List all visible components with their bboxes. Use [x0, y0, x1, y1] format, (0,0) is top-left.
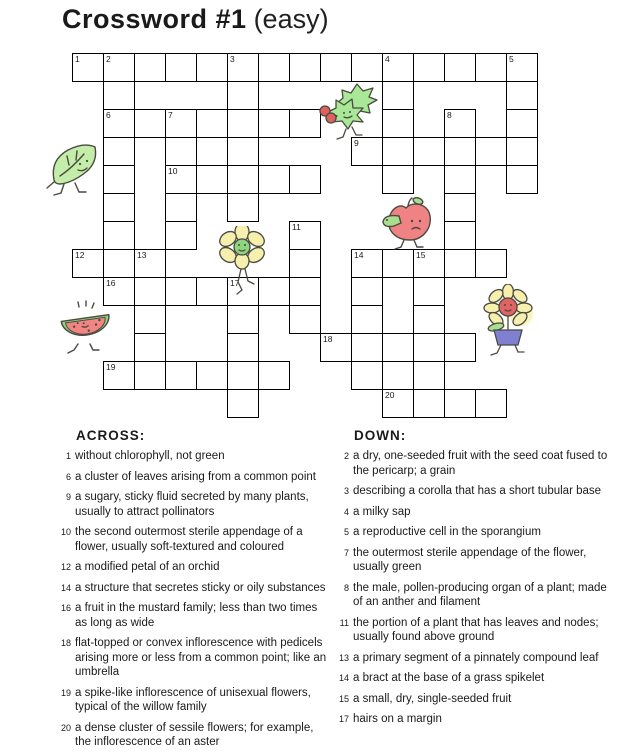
across-clue-20	[56, 721, 332, 750]
cell-number-15: 15	[416, 250, 426, 260]
grid-cell-r7c11[interactable]	[413, 249, 445, 278]
grid-cell-r6c7[interactable]	[289, 221, 321, 250]
clue-number: 19	[60, 687, 71, 698]
grid-cell-r4c4[interactable]	[196, 165, 228, 194]
grid-cell-r0c1[interactable]	[103, 53, 135, 82]
down-clue-15	[334, 692, 616, 707]
clue-number: 3	[343, 486, 349, 496]
grid-cell-r11c9[interactable]	[351, 361, 383, 390]
down-clue-8	[334, 581, 616, 610]
grid-cell-r12c12[interactable]	[444, 389, 476, 418]
grid-cell-r5c12[interactable]	[444, 193, 476, 222]
clue-text: describing a corolla that has a short tubular base	[353, 485, 602, 497]
clue-text: a small, dry, single-seeded fruit	[353, 692, 512, 705]
grid-cell-r4c12[interactable]	[444, 165, 476, 194]
grid-cell-r8c9[interactable]	[351, 277, 383, 306]
grid-cell-r8c7[interactable]	[289, 277, 321, 306]
page-title	[62, 4, 329, 35]
grid-cell-r2c2[interactable]	[134, 109, 166, 138]
grid-cell-r11c3[interactable]	[165, 361, 197, 390]
clue-number: 14	[338, 673, 349, 683]
grid-cell-r2c4[interactable]	[196, 109, 228, 138]
grid-cell-r10c10[interactable]	[382, 333, 414, 362]
clue-text: hairs on a margin	[353, 713, 442, 725]
cell-number-18: 18	[323, 334, 333, 344]
grid-cell-r0c3[interactable]	[165, 53, 197, 82]
grid-cell-r1c1[interactable]	[103, 81, 135, 110]
clue-number: 6	[65, 471, 71, 482]
grid-cell-r0c14[interactable]	[506, 53, 538, 82]
cell-number-17: 17	[230, 278, 240, 288]
grid-cell-r6c3[interactable]	[165, 221, 197, 250]
grid-cell-r6c12[interactable]	[444, 221, 476, 250]
grid-cell-r2c12[interactable]	[444, 109, 476, 138]
grid-cell-r0c7[interactable]	[289, 53, 321, 82]
clue-text: a structure that secretes sticky or oily substances	[75, 581, 326, 594]
clue-text: a bract at the base of a grass spikelet	[353, 672, 545, 684]
clue-text: a modified petal of an orchid	[75, 561, 220, 573]
grid-cell-r5c3[interactable]	[165, 193, 197, 222]
grid-cell-r3c11[interactable]	[413, 137, 445, 166]
leaf-character-icon	[42, 140, 106, 198]
down-clue-list	[334, 449, 616, 727]
apple-character-icon	[374, 196, 436, 252]
clue-number: 20	[60, 722, 71, 733]
grid-cell-r2c10[interactable]	[382, 109, 414, 138]
clue-text: without chlorophyll, not green	[75, 450, 225, 462]
grid-cell-r4c10[interactable]	[382, 165, 414, 194]
across-clue-6	[56, 470, 332, 485]
grid-cell-r0c13[interactable]	[475, 53, 507, 82]
grid-cell-r0c2[interactable]	[134, 53, 166, 82]
cell-number-3: 3	[230, 54, 235, 64]
daisy-character-icon	[216, 226, 268, 298]
clue-text: a fruit in the mustard family; less than two times as long as wide	[75, 602, 318, 629]
grid-cell-r6c1[interactable]	[103, 221, 135, 250]
grid-cell-r10c5[interactable]	[227, 333, 259, 362]
grid-cell-r8c2[interactable]	[134, 277, 166, 306]
down-clue-13	[334, 651, 616, 666]
cell-number-11: 11	[292, 222, 301, 232]
clue-number: 9	[65, 492, 71, 502]
clue-number: 12	[60, 562, 71, 572]
grid-cell-r12c10[interactable]	[382, 389, 414, 418]
cell-number-12: 12	[75, 250, 85, 260]
grid-cell-r7c9[interactable]	[351, 249, 383, 278]
clue-number: 16	[60, 603, 71, 613]
grid-cell-r1c14[interactable]	[506, 81, 538, 110]
clue-text: a dry, one-seeded fruit with the seed coat fused to the pericarp; a grain	[353, 450, 608, 477]
across-clue-9	[56, 490, 332, 519]
grid-cell-r0c6[interactable]	[258, 53, 290, 82]
cell-number-4: 4	[385, 54, 390, 64]
grid-cell-r12c5[interactable]	[227, 389, 259, 418]
grid-cell-r0c5[interactable]	[227, 53, 259, 82]
grid-cell-r7c13[interactable]	[475, 249, 507, 278]
down-clue-14	[334, 671, 616, 686]
title-suffix: (easy)	[253, 4, 329, 34]
cell-number-8: 8	[447, 110, 452, 120]
grid-cell-r2c3[interactable]	[165, 109, 197, 138]
grid-cell-r4c1[interactable]	[103, 165, 135, 194]
clue-number: 18	[60, 638, 71, 648]
clue-number: 14	[60, 582, 71, 593]
grid-cell-r11c1[interactable]	[103, 361, 135, 390]
grid-cell-r10c8[interactable]	[320, 333, 352, 362]
clue-number: 1	[65, 451, 71, 461]
clue-text: a spike-like inflorescence of unisexual flowers, typical of the willow family	[75, 686, 311, 713]
grid-cell-r9c11[interactable]	[413, 305, 445, 334]
across-clue-12	[56, 560, 332, 575]
grid-cell-r4c6[interactable]	[258, 165, 290, 194]
grid-cell-r7c12[interactable]	[444, 249, 476, 278]
down-clue-7	[334, 546, 616, 575]
cell-number-2: 2	[106, 54, 111, 64]
grid-cell-r3c1[interactable]	[103, 137, 135, 166]
grid-cell-r1c5[interactable]	[227, 81, 259, 110]
grid-cell-r3c5[interactable]	[227, 137, 259, 166]
clue-number: 7	[343, 547, 349, 558]
grid-cell-r10c11[interactable]	[413, 333, 445, 362]
across-clue-16	[56, 601, 332, 630]
grid-cell-r8c3[interactable]	[165, 277, 197, 306]
grid-cell-r10c2[interactable]	[134, 333, 166, 362]
across-clue-10	[56, 525, 332, 554]
grid-cell-r2c5[interactable]	[227, 109, 259, 138]
across-clues-section	[56, 428, 332, 755]
across-clue-18	[56, 636, 332, 680]
grid-cell-r9c7[interactable]	[289, 305, 321, 334]
grid-cell-r3c12[interactable]	[444, 137, 476, 166]
grid-cell-r3c10[interactable]	[382, 137, 414, 166]
grid-cell-r11c5[interactable]	[227, 361, 259, 390]
clue-number: 8	[343, 582, 349, 593]
grid-cell-r10c12[interactable]	[444, 333, 476, 362]
grid-cell-r1c10[interactable]	[382, 81, 414, 110]
clue-number: 15	[338, 693, 349, 704]
grid-cell-r9c9[interactable]	[351, 305, 383, 334]
clue-text: the second outermost sterile appendage of a flower, usually soft-textured and coloured	[75, 526, 303, 553]
grid-cell-r5c5[interactable]	[227, 193, 259, 222]
clue-number: 2	[343, 451, 349, 461]
clue-number: 4	[343, 506, 349, 517]
watermelon-character-icon	[58, 300, 114, 356]
clue-number: 5	[343, 527, 349, 537]
grid-cell-r4c14[interactable]	[506, 165, 538, 194]
potted-flower-character-icon	[478, 284, 536, 360]
clue-text: flat-topped or convex inflorescence with pedicels arising more or less from a common point; like an umbrella	[75, 637, 327, 678]
grid-cell-r11c6[interactable]	[258, 361, 290, 390]
grid-cell-r0c10[interactable]	[382, 53, 414, 82]
title-main: Crossword #1	[62, 4, 247, 34]
across-clue-1	[56, 449, 332, 464]
grid-cell-r3c13[interactable]	[475, 137, 507, 166]
grid-cell-r3c3[interactable]	[165, 137, 197, 166]
clue-text: the outermost sterile appendage of the flower, usually green	[353, 546, 587, 573]
down-clues-section	[334, 428, 616, 733]
grid-cell-r11c2[interactable]	[134, 361, 166, 390]
grid-cell-r2c14[interactable]	[506, 109, 538, 138]
down-clue-17	[334, 712, 616, 727]
grid-cell-r0c9[interactable]	[351, 53, 383, 82]
grid-cell-r3c14[interactable]	[506, 137, 538, 166]
clue-number: 13	[338, 652, 349, 663]
clue-text: the male, pollen-producing organ of a plant; made of an anther and filament	[353, 581, 607, 608]
grid-cell-r12c13[interactable]	[475, 389, 507, 418]
grid-cell-r2c1[interactable]	[103, 109, 135, 138]
across-clue-19	[56, 686, 332, 715]
grid-cell-r7c7[interactable]	[289, 249, 321, 278]
clue-number: 17	[338, 714, 349, 724]
down-header: DOWN:	[354, 428, 407, 443]
down-clue-2	[334, 449, 616, 478]
grid-cell-r11c4[interactable]	[196, 361, 228, 390]
grid-cell-r2c6[interactable]	[258, 109, 290, 138]
grid-cell-r10c9[interactable]	[351, 333, 383, 362]
clue-number: 11	[339, 617, 349, 628]
grid-cell-r9c5[interactable]	[227, 305, 259, 334]
cell-number-9: 9	[354, 138, 359, 148]
across-clue-list	[56, 449, 332, 750]
cell-number-10: 10	[168, 166, 178, 176]
down-clue-5	[334, 525, 616, 540]
clue-number: 10	[60, 527, 71, 537]
cell-number-14: 14	[354, 250, 364, 260]
cell-number-6: 6	[106, 110, 111, 120]
clue-text: a milky sap	[353, 505, 411, 518]
grid-cell-r0c11[interactable]	[413, 53, 445, 82]
grid-cell-r7c10[interactable]	[382, 249, 414, 278]
grid-cell-r0c12[interactable]	[444, 53, 476, 82]
across-header: ACROSS:	[76, 428, 146, 443]
cell-number-16: 16	[106, 278, 116, 288]
cell-number-19: 19	[106, 362, 116, 372]
grid-cell-r7c2[interactable]	[134, 249, 166, 278]
clue-text: the portion of a plant that has leaves and nodes; usually found above ground	[353, 616, 599, 643]
grid-cell-r8c11[interactable]	[413, 277, 445, 306]
clue-text: a reproductive cell in the sporangium	[353, 526, 541, 538]
cell-number-1: 1	[75, 54, 80, 64]
grid-cell-r4c5[interactable]	[227, 165, 259, 194]
grid-cell-r4c7[interactable]	[289, 165, 321, 194]
grid-cell-r4c3[interactable]	[165, 165, 197, 194]
grid-cell-r7c0[interactable]	[72, 249, 104, 278]
grid-cell-r0c0[interactable]	[72, 53, 104, 82]
grid-cell-r9c2[interactable]	[134, 305, 166, 334]
grid-cell-r0c8[interactable]	[320, 53, 352, 82]
grid-cell-r0c4[interactable]	[196, 53, 228, 82]
across-clue-14	[56, 581, 332, 596]
cell-number-7: 7	[168, 110, 173, 120]
grid-cell-r12c11[interactable]	[413, 389, 445, 418]
grid-cell-r7c1[interactable]	[103, 249, 135, 278]
down-clue-4	[334, 505, 616, 520]
cell-number-20: 20	[385, 390, 395, 400]
grid-cell-r5c1[interactable]	[103, 193, 135, 222]
cell-number-13: 13	[137, 250, 147, 260]
clue-text: a cluster of leaves arising from a common point	[75, 470, 316, 483]
grid-cell-r11c11[interactable]	[413, 361, 445, 390]
cell-number-5: 5	[509, 54, 514, 64]
clue-text: a sugary, sticky fluid secreted by many plants, usually to attract pollinators	[75, 491, 309, 518]
clue-text: a primary segment of a pinnately compound leaf	[353, 651, 599, 664]
clue-text: a dense cluster of sessile flowers; for example, the inflorescence of an aster	[75, 721, 314, 748]
down-clue-11	[334, 616, 616, 645]
down-clue-3	[334, 484, 616, 499]
holly-character-icon	[314, 80, 384, 142]
